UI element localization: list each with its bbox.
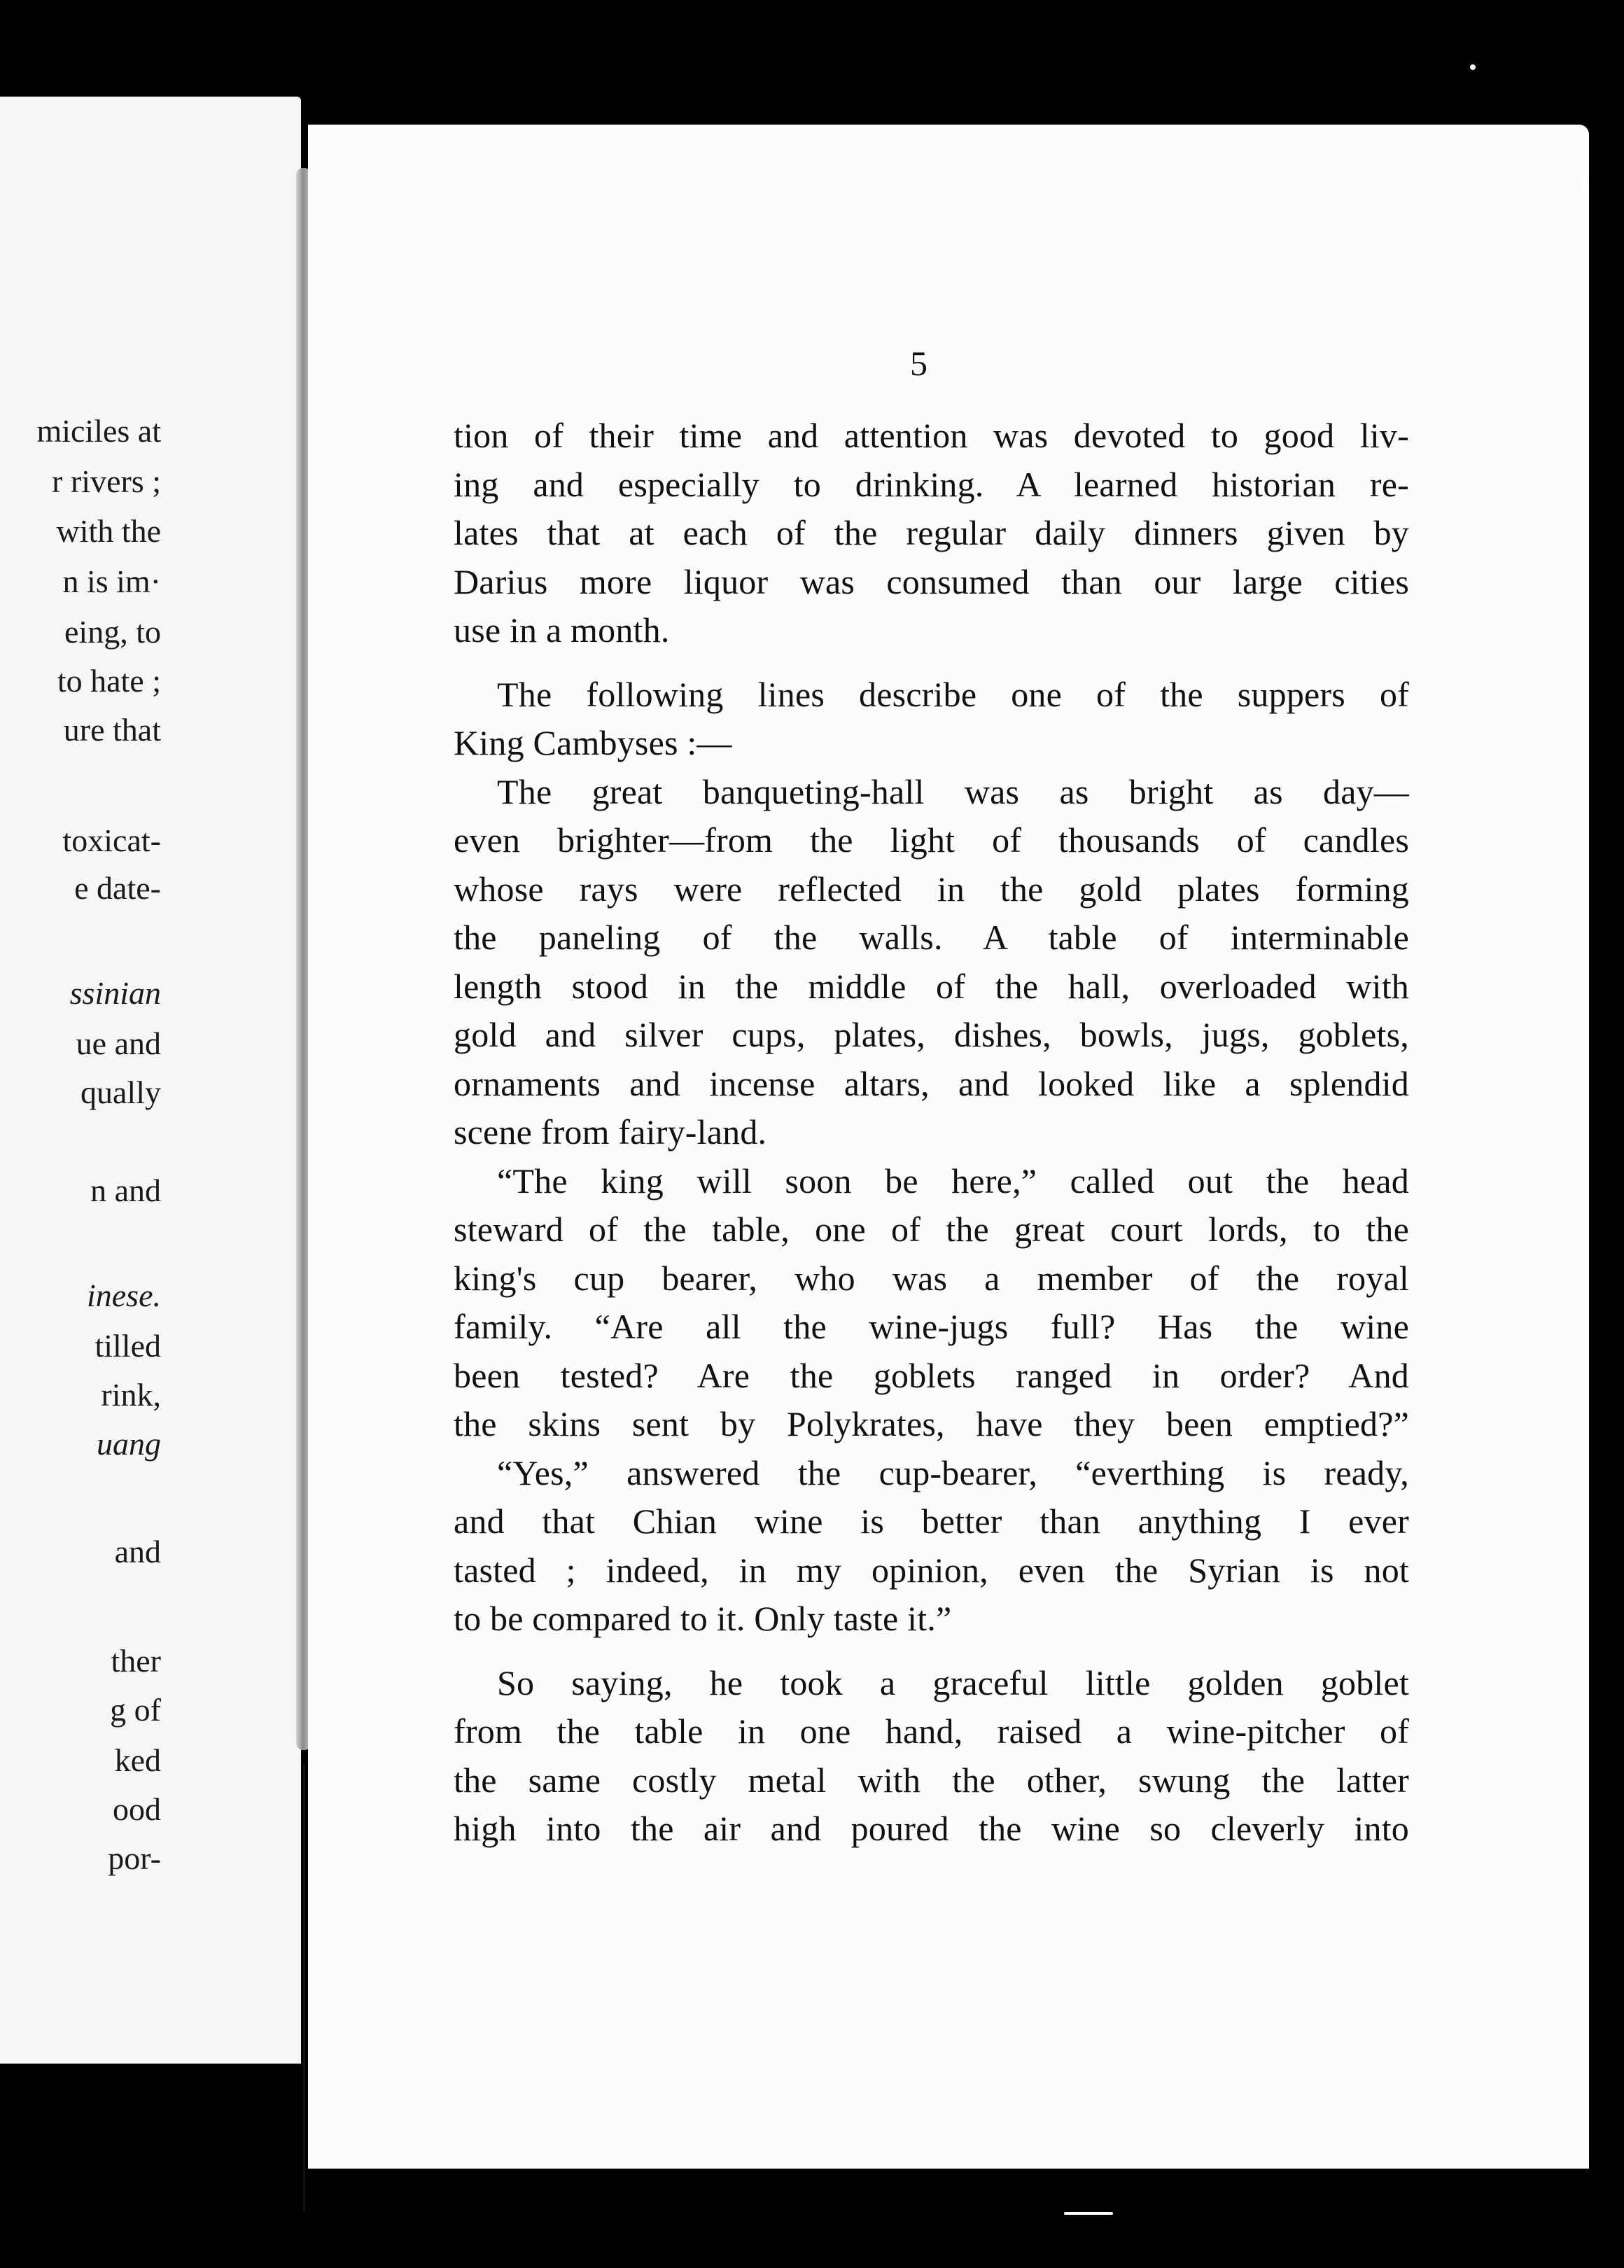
scan-speck [1470,64,1476,70]
left-page-fragment: ood [113,1791,161,1827]
text-line: length stood in the middle of the hall, overloaded with [454,966,1409,1006]
left-page-fragment: ssinian [69,975,161,1011]
left-page-fragment: uang [97,1426,161,1462]
paragraph [454,1157,1409,1449]
text-line: to be compared to it. Only taste it.” [454,1599,952,1638]
left-page-fragment: toxicat- [62,822,161,858]
left-page-fragment: inese. [86,1278,161,1313]
text-line: king's cup bearer, who was a member of the royal [454,1258,1409,1298]
text-line: from the table in one hand, raised a wine-pitcher of [454,1712,1409,1751]
text-line: high into the air and poured the wine so cleverly into [454,1809,1409,1848]
text-line: “Yes,” answered the cup-bearer, “everthing is ready, [497,1452,1409,1492]
text-line: the paneling of the walls. A table of interminable [454,918,1409,957]
left-page-fragment: por- [108,1840,161,1876]
text-line: King Cambyses :— [454,723,732,762]
right-page [308,125,1589,2169]
left-page-fragment: and [114,1534,161,1569]
text-line: ornaments and incense altars, and looked like a splendid [454,1063,1409,1103]
page-number: 5 [910,344,927,383]
left-page-fragment: rink, [101,1377,161,1413]
left-page-fragment: e date- [74,870,161,906]
left-page-fragment: g of [110,1692,161,1728]
page-edge-line [303,1764,305,2212]
paragraph [454,671,1409,768]
text-line: gold and silver cups, plates, dishes, bowls, jugs, goblets, [454,1015,1409,1054]
left-page-fragment: r rivers ; [52,463,161,499]
paragraph [454,1449,1409,1644]
text-line: “The king will soon be here,” called out the head [497,1161,1409,1200]
left-page-fragment: qually [80,1074,161,1110]
text-line: So saying, he took a graceful little golden goblet [497,1662,1409,1702]
body-text [454,412,1409,1854]
left-page-fragment: n and [90,1172,161,1208]
text-line: the skins sent by Polykrates, have they been emptied?” [454,1404,1409,1443]
left-page-fragment: ked [114,1742,161,1778]
text-line: tasted ; indeed, in my opinion, even the Syrian is not [454,1550,1409,1590]
text-line: family. “Are all the wine-jugs full? Has the wine [454,1307,1409,1346]
text-line: even brighter—from the light of thousands of candles [454,820,1409,860]
paragraph [454,1659,1409,1854]
text-line: The following lines describe one of the suppers of [497,674,1409,714]
left-page-fragment: to hate ; [57,663,161,699]
left-page-fragment: ue and [76,1026,161,1061]
left-page-fragment: with the [56,513,161,549]
left-page-fragment: ther [111,1643,161,1679]
scan-speck [1064,2212,1113,2215]
scan-speck [1582,178,1586,188]
text-line: whose rays were reflected in the gold plates forming [454,869,1409,909]
text-line: tion of their time and attention was devoted to good liv- [454,416,1409,455]
text-line: the same costly metal with the other, swung the latter [454,1760,1409,1800]
text-line: scene from fairy-land. [454,1112,767,1152]
text-line: and that Chian wine is better than anything I ever [454,1502,1409,1541]
left-page-fragment: eing, to [64,614,161,650]
text-line: been tested? Are the goblets ranged in order? And [454,1355,1409,1395]
text-line: Darius more liquor was consumed than our large cities [454,561,1409,601]
text-line: use in a month. [454,610,670,650]
left-page-fragment: tilled [94,1328,161,1364]
paragraph [454,768,1409,1157]
paragraph [454,412,1409,655]
text-line: ing and especially to drinking. A learned historian re- [454,464,1409,504]
text-line: lates that at each of the regular daily dinners given by [454,513,1409,552]
left-page-fragment: n is im· [62,564,161,599]
left-page-fragment: ure that [63,712,161,748]
left-page-fragment: miciles at [36,413,161,449]
left-facing-page [0,97,301,2064]
text-line: The great banqueting-hall was as bright as day— [497,771,1409,811]
text-line: steward of the table, one of the great court lords, to the [454,1210,1409,1249]
